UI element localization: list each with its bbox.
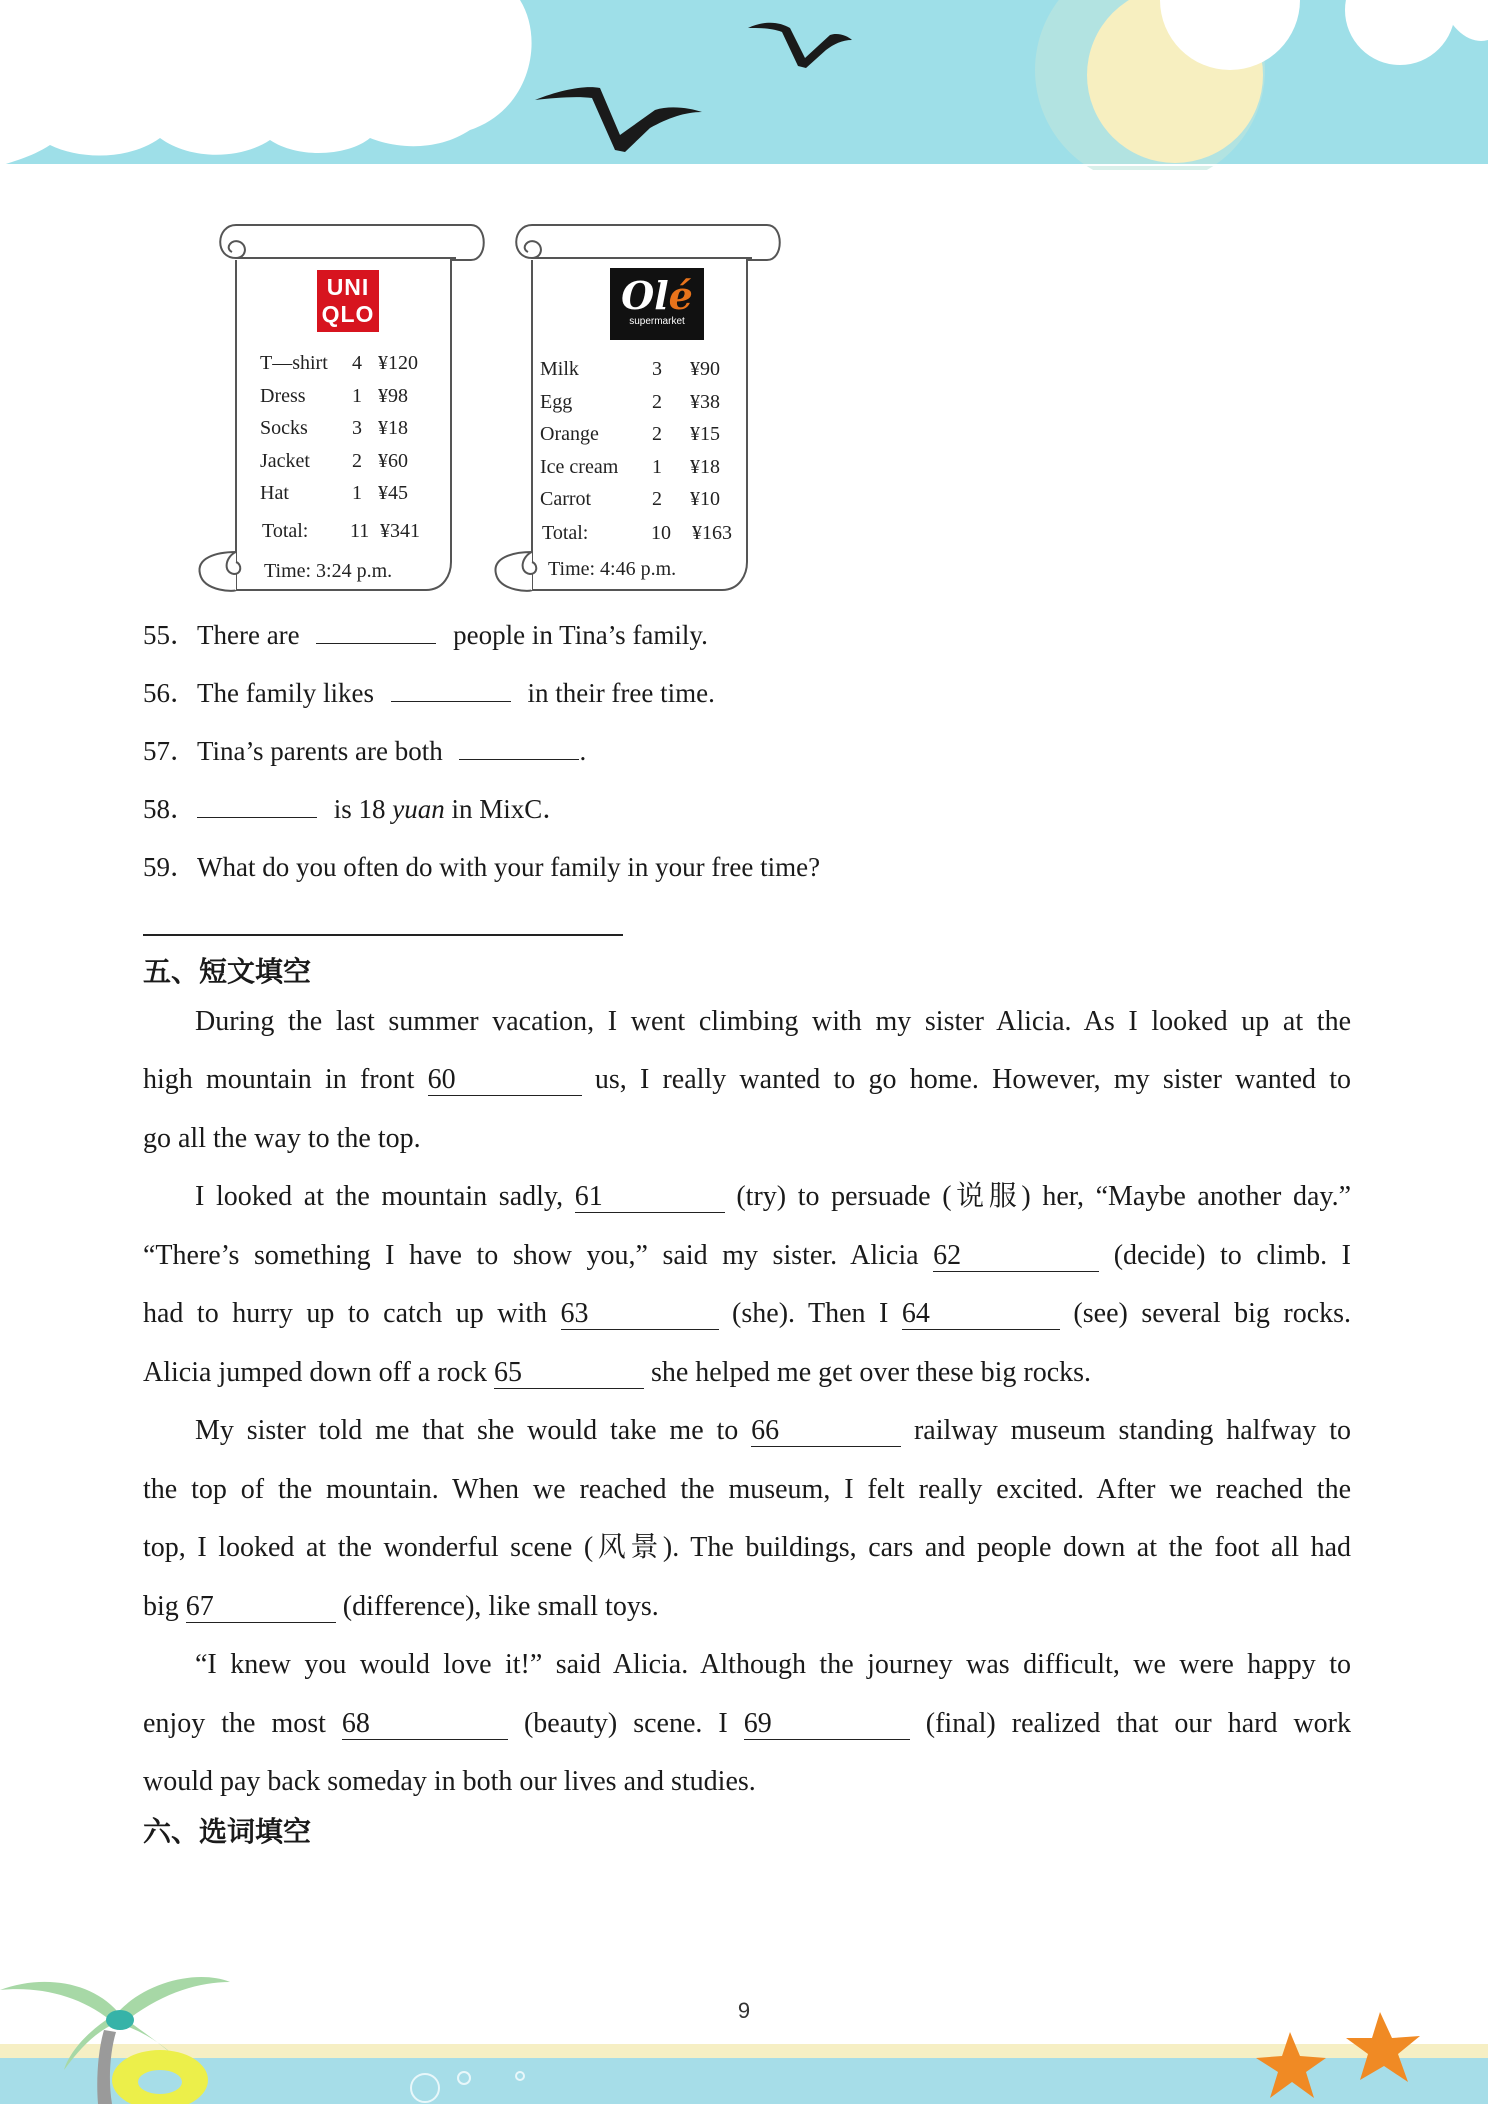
blank-number-63[interactable]: 63 <box>561 1299 719 1330</box>
passage-text: high mountain in front <box>143 1064 415 1095</box>
passage-line <box>143 1589 1351 1625</box>
passage-line <box>143 1062 1351 1098</box>
item-name: Jacket <box>260 449 310 472</box>
item-qty: 2 <box>652 488 662 510</box>
item-name: T—shirt <box>260 352 328 374</box>
blank-number-66[interactable]: 66 <box>751 1416 901 1447</box>
passage-line <box>143 1238 1351 1274</box>
passage-text: the top of the mountain. When we reached the museum, I felt really excited. After we reached the <box>143 1474 1351 1505</box>
passage-text: Alicia jumped down off a rock <box>143 1357 487 1388</box>
passage-line <box>143 1472 1351 1508</box>
passage-text: (try) to persuade (说服) her, “Maybe another day.” <box>736 1181 1352 1212</box>
question-57 <box>143 733 586 768</box>
passage-text: I looked at the mountain sadly, <box>195 1181 564 1212</box>
question-text: . <box>579 736 587 766</box>
item-qty: 1 <box>352 384 362 407</box>
passage-line <box>143 1647 1351 1683</box>
passage-text: “There’s something I have to show you,” said my sister. Alicia <box>143 1240 919 1271</box>
question-text: in MixC． <box>451 794 570 824</box>
total-qty: 11 <box>350 520 370 542</box>
answer-line[interactable] <box>143 934 623 936</box>
ole-logo <box>610 268 704 340</box>
item-name: Egg <box>540 390 573 413</box>
answer-blank[interactable] <box>391 675 511 702</box>
question-number: 58． <box>143 794 197 824</box>
total-price: ¥163 <box>692 522 732 544</box>
passage-text: (decide) to climb. I <box>1113 1240 1352 1271</box>
total-label: Total: <box>262 520 309 542</box>
passage-line <box>143 1004 1351 1040</box>
ole-logo-subtext: supermarket <box>629 316 685 327</box>
passage-text: she helped me get over these big rocks. <box>650 1357 1092 1388</box>
item-name: Hat <box>260 482 289 504</box>
item-price: ¥38 <box>690 390 720 413</box>
blank-number-65[interactable]: 65 <box>494 1358 644 1389</box>
passage-text: big <box>143 1591 179 1622</box>
question-number: 57． <box>143 736 197 766</box>
question-number: 56． <box>143 678 197 708</box>
passage-line <box>143 1764 1351 1800</box>
item-name: Dress <box>260 384 306 407</box>
answer-blank[interactable] <box>316 617 436 644</box>
passage-text: During the last summer vacation, I went climbing with my sister Alicia. As I looked up at the <box>195 1006 1351 1037</box>
item-price: ¥18 <box>690 455 720 478</box>
question-text: Tina’s parents are both <box>197 736 443 766</box>
item-qty: 4 <box>352 352 362 374</box>
item-name: Milk <box>540 358 579 380</box>
total-label: Total: <box>542 522 589 544</box>
passage-text: top, I looked at the wonderful scene (风景). The buildings, cars and people down at the foot all had <box>143 1532 1351 1563</box>
passage-line <box>143 1355 1351 1391</box>
blank-number-68[interactable]: 68 <box>342 1709 508 1740</box>
passage-text: (she). Then I <box>732 1298 889 1329</box>
item-price: ¥45 <box>378 482 408 504</box>
question-number: 59． <box>143 852 197 882</box>
question-text: What do you often do with your family in your free time? <box>197 852 821 882</box>
question-59 <box>143 850 820 884</box>
item-price: ¥18 <box>378 417 408 439</box>
item-price: ¥10 <box>690 488 720 510</box>
item-qty: 2 <box>352 449 362 472</box>
passage-line <box>143 1706 1351 1742</box>
passage-line <box>143 1413 1351 1449</box>
question-number: 55． <box>143 620 197 650</box>
passage-text: (difference), like small toys. <box>342 1591 659 1622</box>
passage-line <box>143 1121 1351 1157</box>
question-58 <box>143 791 569 826</box>
answer-blank[interactable] <box>197 791 317 818</box>
blank-number-60[interactable]: 60 <box>428 1065 582 1096</box>
ole-logo-text: Olé <box>621 273 693 318</box>
passage-text: would pay back someday in both our lives and studies. <box>143 1766 756 1797</box>
passage-text: My sister told me that she would take me to <box>195 1415 739 1446</box>
item-qty: 2 <box>652 423 662 445</box>
ole-receipt <box>492 222 784 594</box>
item-price: ¥98 <box>378 384 408 407</box>
item-price: ¥15 <box>690 423 720 445</box>
uniqlo-receipt <box>196 222 488 594</box>
question-text: is 18 <box>333 794 386 824</box>
blank-number-62[interactable]: 62 <box>933 1241 1099 1272</box>
item-name: Ice cream <box>540 455 619 478</box>
ole-time: Time: 4:46 p.m. <box>548 558 677 580</box>
blank-number-61[interactable]: 61 <box>575 1182 725 1213</box>
total-price: ¥341 <box>380 520 420 542</box>
uniqlo-logo: UNI QLO <box>317 270 379 332</box>
question-text: in their free time. <box>527 678 715 708</box>
passage-text: (final) realized that our hard work <box>925 1708 1352 1739</box>
passage-text: had to hurry up to catch up with <box>143 1298 548 1329</box>
passage-line <box>143 1179 1351 1215</box>
passage-text: enjoy the most <box>143 1708 326 1739</box>
item-price: ¥120 <box>378 352 418 374</box>
passage-text: us, I really wanted to go home. However, my sister wanted to <box>594 1064 1351 1095</box>
question-text: There are <box>197 620 300 650</box>
item-qty: 1 <box>652 455 662 478</box>
item-name: Socks <box>260 417 308 439</box>
header-decoration <box>0 0 1488 170</box>
page-number: 9 <box>737 1998 751 2023</box>
total-qty: 10 <box>651 522 671 544</box>
item-name: Carrot <box>540 488 592 510</box>
section-heading: 五、短文填空 <box>143 955 312 988</box>
section-heading: 六、选词填空 <box>143 1815 312 1848</box>
blank-number-69[interactable]: 69 <box>744 1709 910 1740</box>
passage-text: go all the way to the top. <box>143 1123 421 1154</box>
blank-number-67[interactable]: 67 <box>186 1592 336 1623</box>
blank-number-64[interactable]: 64 <box>902 1299 1060 1330</box>
answer-blank[interactable] <box>459 733 579 760</box>
question-56 <box>143 675 715 710</box>
passage-text: “I knew you would love it!” said Alicia. Although the journey was difficult, we were happy to <box>195 1649 1351 1680</box>
item-qty: 3 <box>652 358 662 380</box>
passage-line <box>143 1296 1351 1332</box>
passage-line <box>143 1530 1351 1566</box>
uniqlo-time: Time: 3:24 p.m. <box>264 560 393 582</box>
passage-text: (beauty) scene. I <box>523 1708 728 1739</box>
item-price: ¥60 <box>378 449 408 472</box>
item-qty: 1 <box>352 482 362 504</box>
item-qty: 2 <box>652 390 662 413</box>
question-text: The family likes <box>197 678 374 708</box>
question-text: people in Tina’s family. <box>453 620 708 650</box>
question-55 <box>143 617 708 652</box>
item-price: ¥90 <box>690 358 720 380</box>
question-text-italic: yuan <box>392 794 445 824</box>
item-name: Orange <box>540 423 599 445</box>
passage-text: railway museum standing halfway to <box>913 1415 1351 1446</box>
passage-text: (see) several big rocks. <box>1073 1298 1352 1329</box>
item-qty: 3 <box>352 417 362 439</box>
